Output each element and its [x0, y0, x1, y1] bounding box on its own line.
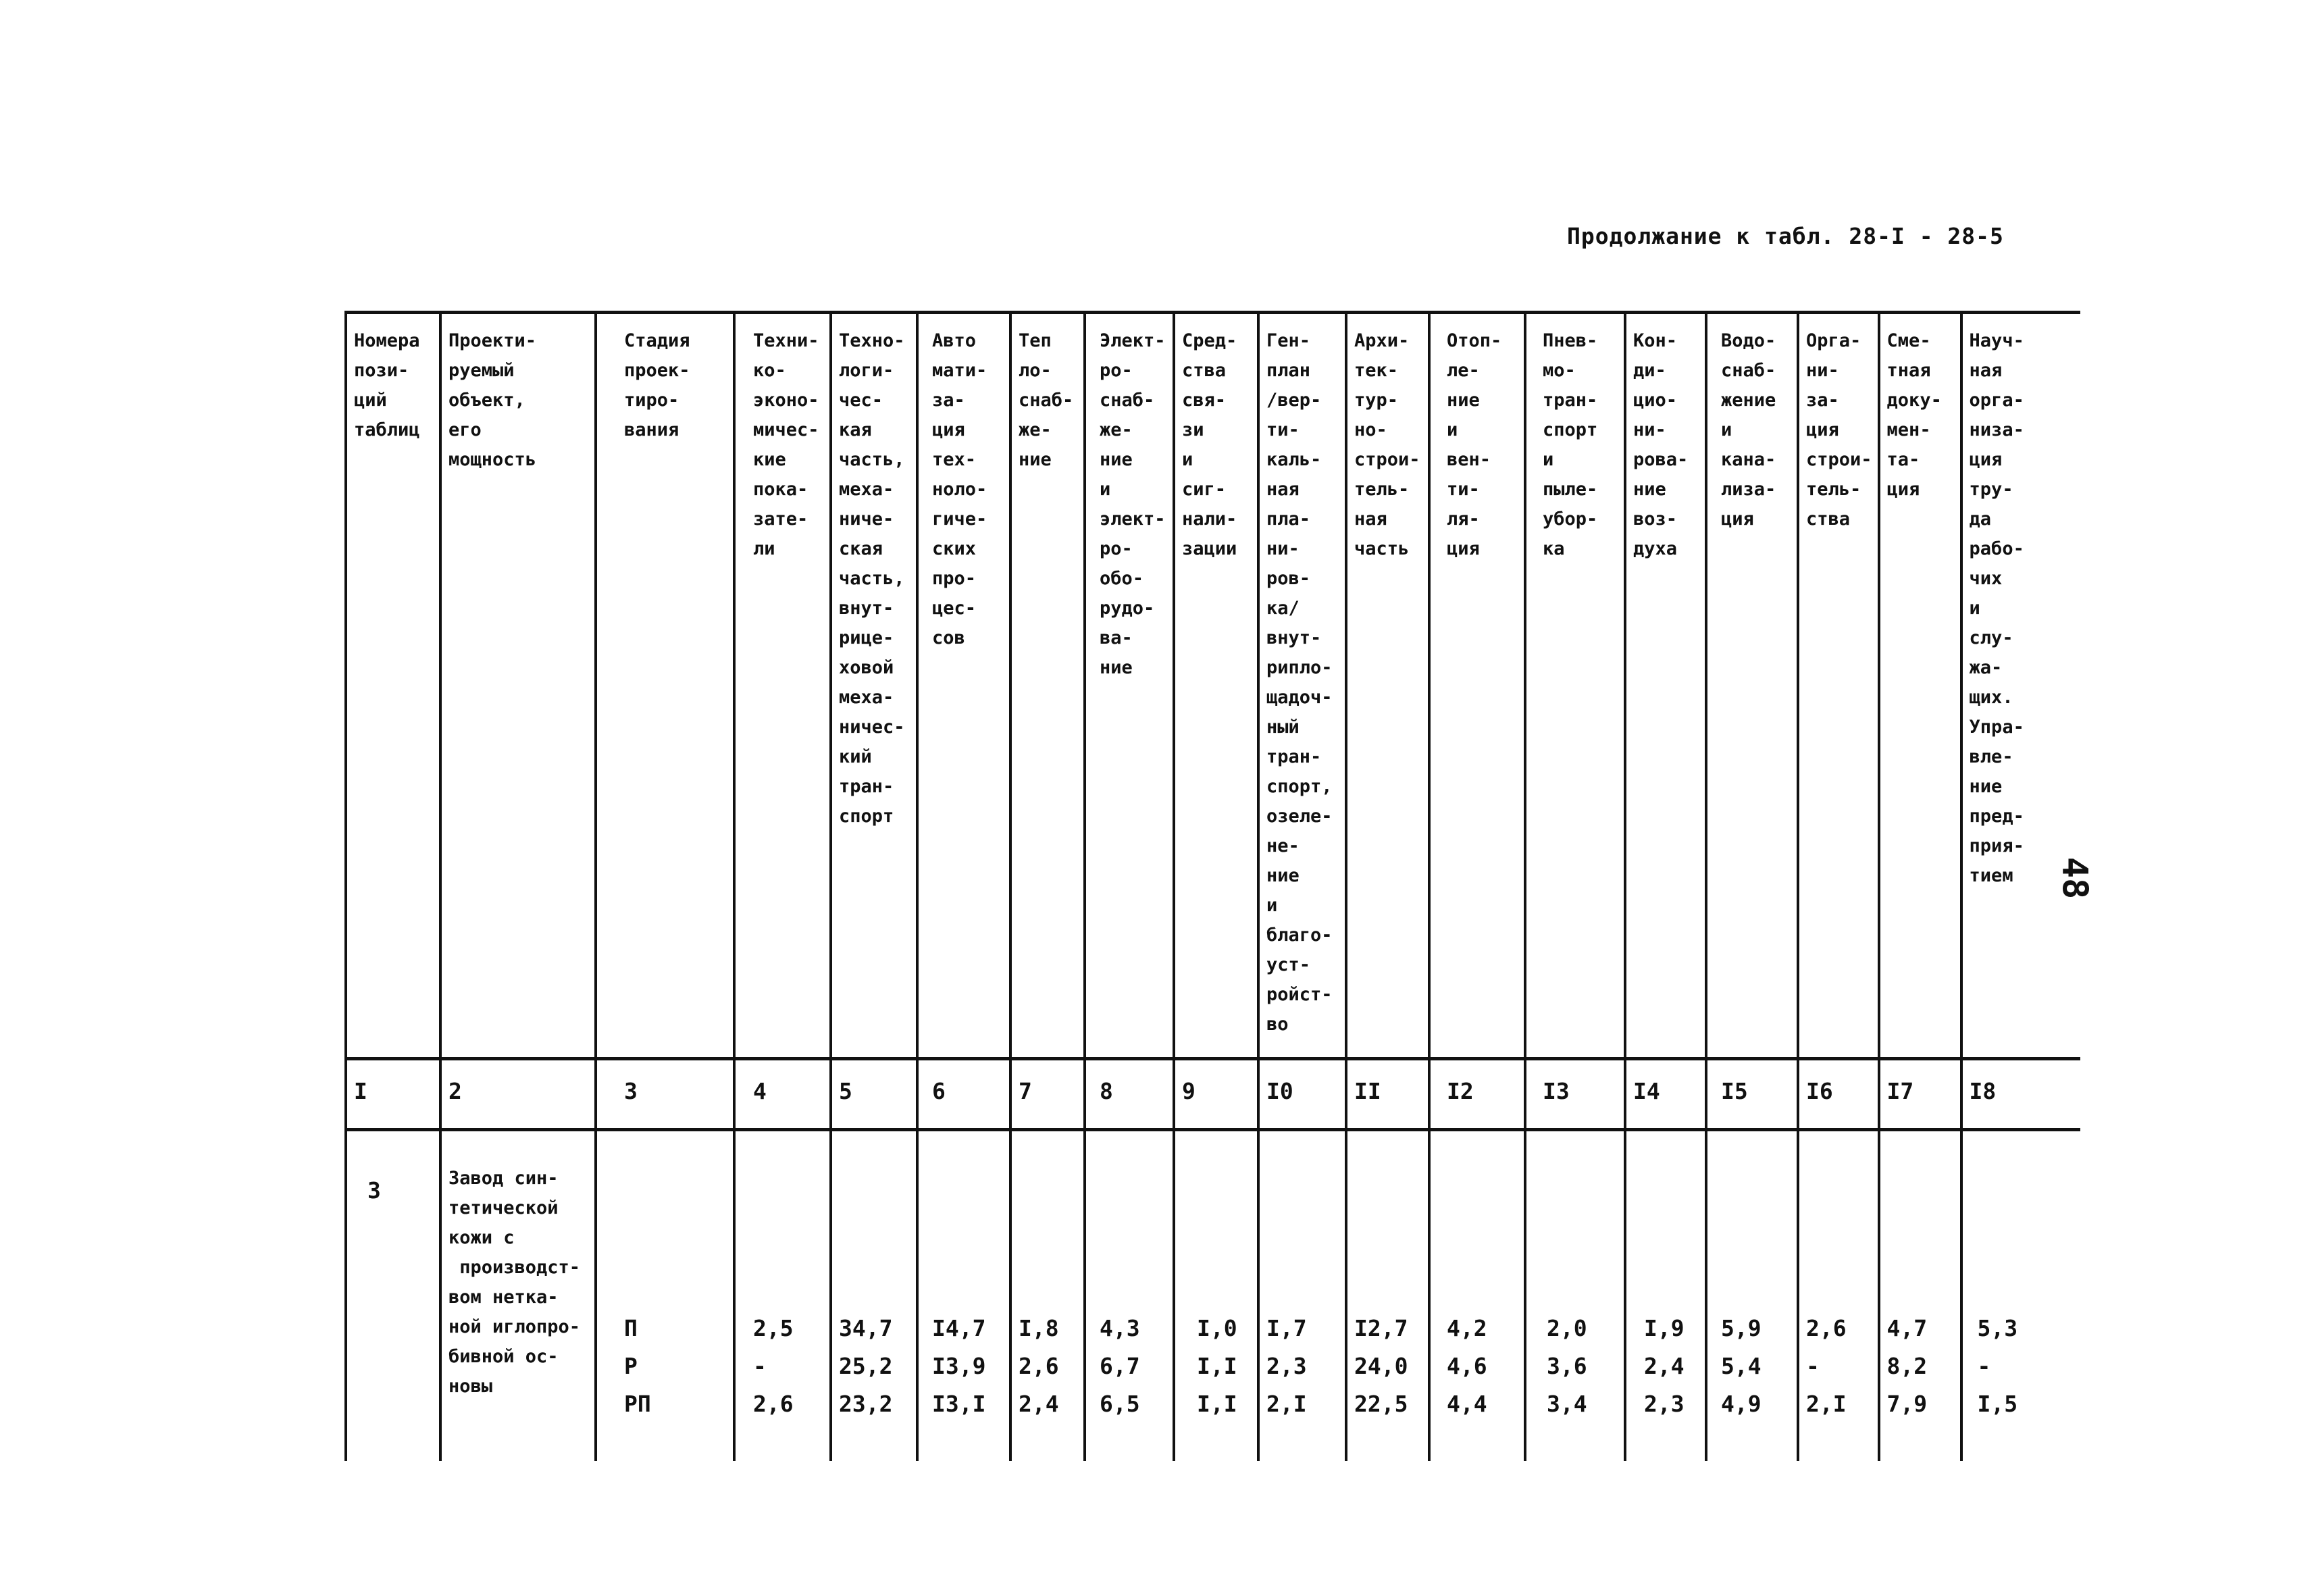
stage-label: Р	[624, 1353, 638, 1379]
value: 4,3	[1100, 1315, 1140, 1341]
value: 2,6	[1806, 1315, 1847, 1341]
column-number: 6	[917, 1059, 1010, 1130]
header-cell: Орга- ни- за- ция строи- тель- ства	[1798, 313, 1879, 1059]
value: -	[1977, 1353, 1991, 1379]
header-cell: Стадия проек- тиро- вания	[596, 313, 734, 1059]
table-caption: Продолжание к табл. 28-I - 28-5	[1567, 223, 2004, 249]
value: 2,6	[1019, 1353, 1059, 1379]
value: 2,0	[1547, 1315, 1587, 1341]
value: I,5	[1977, 1391, 2018, 1417]
table-row	[346, 1130, 2080, 1462]
header-cell: Номера пози- ций таблиц	[346, 313, 440, 1059]
header-cell: Авто мати- за- ция тех- ноло- гиче- ских про- цес- сов	[917, 313, 1010, 1059]
column-number: 3	[596, 1059, 734, 1130]
value: I4,7	[932, 1315, 986, 1341]
value: 5,4	[1721, 1353, 1762, 1379]
value-cell	[1010, 1130, 1085, 1462]
value: 5,3	[1977, 1315, 2018, 1341]
value: 24,0	[1354, 1353, 1408, 1379]
value: I,I	[1197, 1391, 1237, 1417]
value-cell	[1346, 1130, 1429, 1462]
value-cell	[1085, 1130, 1174, 1462]
value: I2,7	[1354, 1315, 1408, 1341]
header-cell: Кон- ди- цио- ни- рова- ние воз- духа	[1625, 313, 1706, 1059]
header-cell: Сред- ства свя- зи и сиг- нали- зации	[1174, 313, 1258, 1059]
value: 4,2	[1447, 1315, 1487, 1341]
column-number: I5	[1706, 1059, 1798, 1130]
value: I,0	[1197, 1315, 1237, 1341]
value: I3,I	[932, 1391, 986, 1417]
value: 2,4	[1019, 1391, 1059, 1417]
column-number: I	[346, 1059, 440, 1130]
column-number: I0	[1258, 1059, 1346, 1130]
value: I,I	[1197, 1353, 1237, 1379]
value-cell	[1525, 1130, 1625, 1462]
stage-cell	[596, 1130, 734, 1462]
value: 6,5	[1100, 1391, 1140, 1417]
value-cell	[917, 1130, 1010, 1462]
value-cell	[1258, 1130, 1346, 1462]
value: I,8	[1019, 1315, 1059, 1341]
header-cell: Отоп- ле- ние и вен- ти- ля- ция	[1429, 313, 1525, 1059]
value: 7,9	[1886, 1391, 1928, 1417]
column-number: 9	[1174, 1059, 1258, 1130]
value: 2,6	[753, 1391, 794, 1417]
value: 4,4	[1447, 1391, 1487, 1417]
position-cell	[346, 1130, 440, 1462]
stage-label: РП	[624, 1391, 651, 1417]
value: I,7	[1266, 1315, 1307, 1341]
value: -	[753, 1353, 767, 1379]
header-cell: Проекти- руемый объект, его мощность	[440, 313, 596, 1059]
column-number: I3	[1525, 1059, 1625, 1130]
value: 2,4	[1644, 1353, 1685, 1379]
value: 4,6	[1447, 1353, 1487, 1379]
value: 3,6	[1547, 1353, 1587, 1379]
value: 8,2	[1886, 1353, 1928, 1379]
column-number: I8	[1961, 1059, 2080, 1130]
column-number: 7	[1010, 1059, 1085, 1130]
value: 34,7	[839, 1315, 893, 1341]
column-number: I4	[1625, 1059, 1706, 1130]
header-cell: Теп ло- снаб- же- ние	[1010, 313, 1085, 1059]
data-table	[344, 311, 2080, 1461]
value: 22,5	[1354, 1391, 1408, 1417]
column-number: II	[1346, 1059, 1429, 1130]
value: 4,9	[1721, 1391, 1762, 1417]
value: -	[1806, 1353, 1820, 1379]
value-cell	[831, 1130, 917, 1462]
column-number: 4	[734, 1059, 831, 1130]
header-cell: Техно- логи- чес- кая часть, меха- ниче- ская часть, внут- рице- ховой меха- ничес- кий тран- спорт	[831, 313, 917, 1059]
value: 2,I	[1806, 1391, 1847, 1417]
value: 2,3	[1266, 1353, 1307, 1379]
value: 4,7	[1886, 1315, 1928, 1341]
header-cell: Науч- ная орга- низа- ция тру- да рабо- чих и слу- жа- щих. Упра- вле- ние пред- прия- тием	[1961, 313, 2080, 1059]
header-cell: Архи- тек- тур- но- строи- тель- ная часть	[1346, 313, 1429, 1059]
column-number-row	[346, 1059, 2080, 1130]
value-cell	[1174, 1130, 1258, 1462]
value: 2,I	[1266, 1391, 1307, 1417]
header-cell: Ген- план /вер- ти- каль- ная пла- ни- ров- ка/ внут- рипло- щадоч- ный тран- спорт, озеле- не- ние и благо- уст- ройст- во	[1258, 313, 1346, 1059]
value-cell	[1429, 1130, 1525, 1462]
position-number: 3	[367, 1177, 381, 1204]
header-cell: Элект- ро- снаб- же- ние и элект- ро- обо- рудо- ва- ние	[1085, 313, 1174, 1059]
page-number: 48	[2054, 856, 2095, 900]
column-number: I2	[1429, 1059, 1525, 1130]
value: I3,9	[932, 1353, 986, 1379]
value: I,9	[1644, 1315, 1685, 1341]
value: 3,4	[1547, 1391, 1587, 1417]
column-number: 5	[831, 1059, 917, 1130]
stage-label: П	[624, 1315, 638, 1341]
value: 5,9	[1721, 1315, 1762, 1341]
header-row	[346, 313, 2080, 1059]
object-cell: Завод син- тетической кожи с производст- вом нетка- ной иглопро- бивной ос- новы	[440, 1130, 596, 1462]
value: 2,3	[1644, 1391, 1685, 1417]
value-cell	[1798, 1130, 1879, 1462]
value-cell	[734, 1130, 831, 1462]
value-cell	[1706, 1130, 1798, 1462]
column-number: 2	[440, 1059, 596, 1130]
value: 2,5	[753, 1315, 794, 1341]
column-number: I7	[1879, 1059, 1961, 1130]
value-cell	[1625, 1130, 1706, 1462]
value: 23,2	[839, 1391, 893, 1417]
header-cell: Водо- снаб- жение и кана- лиза- ция	[1706, 313, 1798, 1059]
header-cell: Сме- тная доку- мен- та- ция	[1879, 313, 1961, 1059]
header-cell: Пнев- мо- тран- спорт и пыле- убор- ка	[1525, 313, 1625, 1059]
value-cell	[1879, 1130, 1961, 1462]
value: 25,2	[839, 1353, 893, 1379]
column-number: 8	[1085, 1059, 1174, 1130]
value: 6,7	[1100, 1353, 1140, 1379]
column-number: I6	[1798, 1059, 1879, 1130]
value-cell	[1961, 1130, 2080, 1462]
header-cell: Техни- ко- эконо- мичес- кие пока- зате- ли	[734, 313, 831, 1059]
